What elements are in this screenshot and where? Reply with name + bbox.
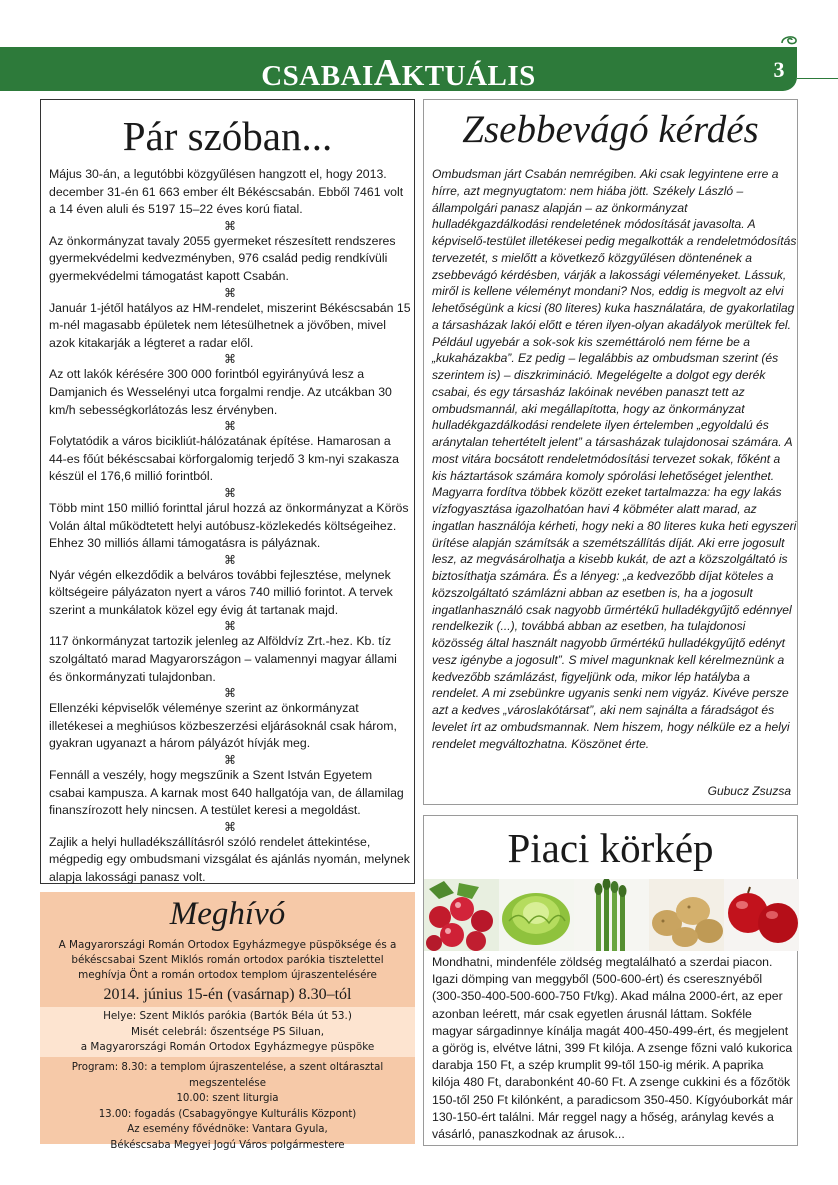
news-briefs-box xyxy=(40,99,415,884)
program-line: Az esemény fővédnöke: Vantara Gyula, xyxy=(127,1124,328,1136)
article-author: Gubucz Zsuzsa xyxy=(707,784,791,798)
brief-paragraph: Folytatódik a város bicikliút-hálózatának építése. Hamarosan a 44-es főút békéscsabai körforgalomig terjedő 3 km-nyi szakasza készül el 176,6 millió forintból. xyxy=(49,434,399,484)
invitation-date: 2014. június 15-én (vasárnap) 8.30–tól xyxy=(103,986,352,1003)
title-suffix: KTUÁLIS xyxy=(401,60,536,92)
brief-paragraph: Több mint 150 millió forinttal járul hozzá az önkormányzat a Körös Volán által működtetett helyi autóbusz-közlekedés költségeihez. Ehhez 30 milliós állami támogatásra is pályáznak. xyxy=(49,500,409,551)
brief-paragraph: Január 1-jétől hatályos az HM-rendelet, miszerint Békéscsabán 15 m-nél magasabb épületek nem létesülhetnek a jövőben, mivel azok kitakarják a légteret a radar elől. xyxy=(49,300,411,350)
market-report-body: Mondhatni, mindenféle zöldség megtalálható a szerdai piacon. Igazi dömping van meggyből (500-600-ért) és cseresznyéből (300-350-400-500-600-750 Ft/kg). Akad málna 2000-ért, az eper azonban leérett, már csak egyetlen árusnál láttam. Sokféle magyar sárgadinnye kínálja magát 400-450-499-ért, és megjelent a görög is, elvétve látni, 399 Ft kilója. A zsenge főzni való kukorica darabja 150 Ft, a szép krumplit 99-től 150-ig mérik. A paprika kilója 480 Ft, darabonként 40-60 Ft. A zsenge cukkini és a főzőtök 150-től 250 Ft kilónként, a paradicsom 350-450. Kígyóuborkát már 130-150-ért találni. Már reggel nagy a hőség, aránylag kevés a vásárló, panaszkodnak az árusok... xyxy=(432,955,793,1142)
invitation-title: Meghívó xyxy=(169,896,286,932)
market-report-box xyxy=(423,815,798,1146)
invitation-detail-line: a Magyarországi Román Ortodox Egyházmegye püspöke xyxy=(80,1041,375,1053)
newspaper-title xyxy=(0,47,797,94)
separator-icon: ⌘ xyxy=(224,552,236,567)
radish-image xyxy=(424,879,499,951)
invitation-details xyxy=(40,1007,415,1057)
brief-paragraph: Az ott lakók kérésére 300 000 forintból egyirányúvá lesz a Damjanich és Wesselényi utca forgalmi rendje. Az utcákban 30 km/h sebességkorlátozás lesz érvényben. xyxy=(49,367,392,417)
separator-icon: ⌘ xyxy=(224,819,236,834)
separator-icon: ⌘ xyxy=(224,485,236,500)
vegetable-photo-strip xyxy=(424,879,799,951)
invitation-detail-line: Misét celebrál: őszentsége PS Siluan, xyxy=(130,1025,325,1038)
opinion-article-title: Zsebbevágó kérdés xyxy=(462,108,759,151)
invitation-box xyxy=(40,892,415,1151)
program-line: Békéscsaba Megyei Jogú Város polgármestere xyxy=(110,1139,345,1151)
apple-image xyxy=(724,879,799,951)
separator-icon: ⌘ xyxy=(224,218,236,233)
brief-paragraph: 117 önkormányzat tartozik jelenleg az Alföldvíz Zrt.-hez. Kb. tíz szolgáltató marad Magyarországon – valamennyi magyar állami és önkormányzati tulajdonban. xyxy=(49,634,397,684)
separator-icon: ⌘ xyxy=(224,419,236,434)
potato-image xyxy=(649,879,724,951)
brief-paragraph: Nyár végén elkezdődik a belváros további fejlesztése, melynek költségeire pályázaton nyert a város 740 millió forintot. A tervek szerint a munkálatok közel egy évig át tartanak majd. xyxy=(49,567,393,617)
program-line: 10.00: szent liturgia xyxy=(176,1093,279,1105)
opinion-article-box xyxy=(423,99,798,805)
separator-icon: ⌘ xyxy=(224,285,236,300)
title-initial: A xyxy=(373,52,402,94)
brief-paragraph: Ellenzéki képviselők véleménye szerint az önkormányzat illetékesei a meghiúsos közbeszerzési eljárásoknál csak három, gyakran ugyanazt a három pályázót hívják meg. xyxy=(49,701,397,751)
brief-paragraph: Május 30-án, a legutóbbi közgyűlésen hangzott el, hogy 2013. december 31-én 61 663 ember élt Békéscsabán. Ebből 7461 volt a 14 éven aluli és 5197 15–22 éves korú fiatal. xyxy=(49,167,404,217)
separator-icon: ⌘ xyxy=(224,619,236,634)
brief-paragraph: Fennáll a veszély, hogy megszűnik a Szent István Egyetem csabai kampusza. A karnak most 640 hallgatója van, de államilag finanszírozott hely nincsen. A testület keresi a megoldást. xyxy=(49,768,404,818)
market-report-title: Piaci körkép xyxy=(507,825,714,871)
brief-paragraph: Az önkormányzat tavaly 2055 gyermeket részesített rendszeres gyermekvédelmi kedvezményben, 976 család pedig rendkívüli gyermekvédelmi támogatást kapott Csabán. xyxy=(49,233,396,283)
separator-icon: ⌘ xyxy=(224,352,236,367)
header-rule xyxy=(797,78,838,79)
invitation-detail-line: Helye: Szent Miklós parókia (Bartók Béla út 53.) xyxy=(103,1010,352,1022)
lettuce-image xyxy=(499,879,574,951)
program-line: Program: 8.30: a templom újraszentelése, a szent oltárasztal megszentelése xyxy=(71,1062,384,1089)
news-briefs-body xyxy=(49,166,411,887)
invitation-intro: A Magyarországi Román Ortodox Egyházmegye püspöksége és a békéscsabai Szent Miklós román ortodox parókia tisztelettel meghívja Önt a román ortodox templom újraszentelésére xyxy=(58,939,397,981)
separator-icon: ⌘ xyxy=(224,686,236,701)
asparagus-image xyxy=(574,879,649,951)
page-number: 3 xyxy=(773,57,785,82)
title-prefix: CSABAI xyxy=(261,60,374,92)
news-briefs-title: Pár szóban... xyxy=(122,113,333,159)
invitation-program xyxy=(40,1060,415,1154)
opinion-article-body: Ombudsman járt Csabán nemrégiben. Aki csak legyintene erre a hírre, azt megnyugtatom: nem hiába jött. Székely László – állampolgári panasz alapján – az önkormányzat hulladékgazdálkodási rendeletének módosítását javasolta. A képviselő-testület illetékesei pedig megalkották a rendeletmódosítás tervezetét, s mielőtt a következő közgyűlésen döntenének a zsebbevágó kérdésben, várják a lakossági véleményeket. Lássuk, miről is kellene véleményt mondani? Nos, eddig is megvolt az elvi lehetőségünk a kicsi (80 literes) kuka használatára, de gyakorlatilag a társasházak lakói előtt e téren ilyen-olyan akadályok merültek fel. Például ugyebár a sok-sok kis szeméttároló nem férne be a „kukaházakba”. Ez pedig – legalábbis az ombudsman szerint (és szerintem is) – diszkrimináció. Megelégelte a dolgot egy derék csabai, és egy társasház lakóinak nevében panaszt tett az ombudsmannál, aki megállapította, hogy az önkormányzat hulladékgazdálkodási rendelete ilyen értelemben „egyoldalú és aránytalan tehertételt jelent” a társasházak tulajdonosai számára. A most vitára bocsátott rendeletmódosítási tervezet sokak, főként a kis háztartások számára komoly spórolási lehetőséget jelenthet. Magyarra fordítva többek között ezeket tartalmazza: ha egy lakás vízfogyasztása igazolhatóan havi 4 köbméter alatt marad, az ingatlan használója kérheti, hogy neki a 80 literes kuka heti egyszeri ürítése alapján számítsák a szemétszállítás díját. Aki erre jogosult lesz, az megvásárolhatja a kisebb kukát, de azt a közszolgáltató is biztosíthatja számára. És a lényeg: „a kedvezőbb díjat köteles a közszolgáltató számlázni abban az esetben is, ha a jogosult ingatlanhasználó csak nagyobb űrmértékű hulladékgyűjtő edénnyel rendelkezik (...), továbbá abban az esetben, ha tulajdonosi közösség által használt nagyobb űrmértékű hulladékgyűjtő edényt vesz igénybe a jogosult”. S mivel magunknak kell kérelmeznünk a kedvezőbb számlázást, figyeljünk oda, mikor lép hatályba a rendelet. A mi zsebünkre ugyanis senki nem vigyáz. Kivéve persze azt a kedves „városlakótársat”, aki nem sajnálta a fáradságot és levelet írt az ombudsmannak. Nem hiszem, hogy nélküle ez a helyi rendelet megváltozhatna. Köszönet érte. xyxy=(432,167,797,751)
brief-paragraph: Zajlik a helyi hulladékszállításról szóló rendelet áttekintése, mégpedig egy ombudsmani vizsgálat és ajánlás nyomán, melynek alapja lakossági panasz volt. xyxy=(49,834,410,884)
separator-icon: ⌘ xyxy=(224,753,236,768)
program-line: 13.00: fogadás (Csabagyöngye Kulturális Központ) xyxy=(98,1108,357,1120)
